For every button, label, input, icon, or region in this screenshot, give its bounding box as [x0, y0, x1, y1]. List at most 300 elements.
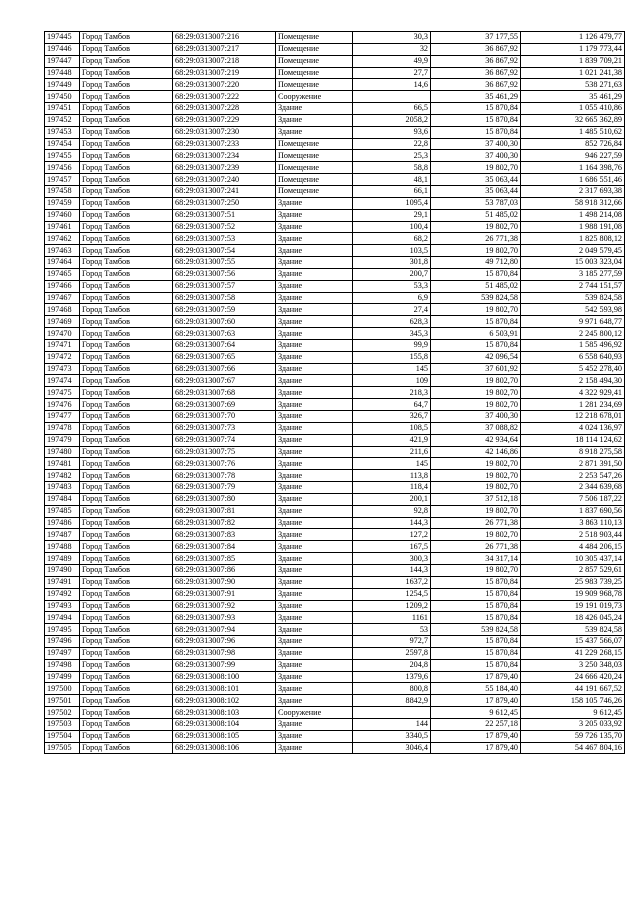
- row-id-cell: 197502: [45, 707, 80, 719]
- area-cell: [353, 91, 431, 103]
- area-cell: 628,3: [353, 316, 431, 328]
- row-id-cell: 197486: [45, 517, 80, 529]
- table-row: [45, 91, 625, 103]
- object-type-cell: Здание: [276, 493, 353, 505]
- object-type-cell: Здание: [276, 257, 353, 269]
- cadastral-value-cell: 946 227,59: [521, 150, 625, 162]
- cadastral-value-cell: 24 666 420,24: [521, 671, 625, 683]
- cadastral-number-cell: 68:29:0313007:51: [173, 209, 276, 221]
- object-type-cell: Здание: [276, 114, 353, 126]
- unit-value-cell: 37 400,30: [431, 138, 521, 150]
- unit-value-cell: 35 063,44: [431, 174, 521, 186]
- table-row: [45, 647, 625, 659]
- cadastral-number-cell: 68:29:0313007:99: [173, 659, 276, 671]
- object-type-cell: Помещение: [276, 67, 353, 79]
- cadastral-value-cell: 25 983 739,25: [521, 576, 625, 588]
- row-id-cell: 197449: [45, 79, 80, 91]
- city-cell: Город Тамбов: [80, 482, 173, 494]
- row-id-cell: 197474: [45, 375, 80, 387]
- object-type-cell: Сооружение: [276, 707, 353, 719]
- city-cell: Город Тамбов: [80, 221, 173, 233]
- unit-value-cell: 42 096,54: [431, 351, 521, 363]
- city-cell: Город Тамбов: [80, 304, 173, 316]
- object-type-cell: Сооружение: [276, 91, 353, 103]
- cadastral-number-cell: 68:29:0313007:76: [173, 458, 276, 470]
- city-cell: Город Тамбов: [80, 588, 173, 600]
- cadastral-number-cell: 68:29:0313008:106: [173, 742, 276, 754]
- object-type-cell: Здание: [276, 363, 353, 375]
- city-cell: Город Тамбов: [80, 257, 173, 269]
- city-cell: Город Тамбов: [80, 174, 173, 186]
- table-row: [45, 304, 625, 316]
- property-cadastral-table: [44, 31, 625, 754]
- area-cell: 200,7: [353, 268, 431, 280]
- object-type-cell: Здание: [276, 233, 353, 245]
- cadastral-number-cell: 68:29:0313007:74: [173, 434, 276, 446]
- object-type-cell: Здание: [276, 351, 353, 363]
- table-row: [45, 636, 625, 648]
- area-cell: 100,4: [353, 221, 431, 233]
- row-id-cell: 197491: [45, 576, 80, 588]
- unit-value-cell: 36 867,92: [431, 55, 521, 67]
- cadastral-number-cell: 68:29:0313007:65: [173, 351, 276, 363]
- cadastral-value-cell: 3 250 348,03: [521, 659, 625, 671]
- unit-value-cell: 539 824,58: [431, 624, 521, 636]
- row-id-cell: 197488: [45, 541, 80, 553]
- city-cell: Город Тамбов: [80, 32, 173, 44]
- table-row: [45, 185, 625, 197]
- row-id-cell: 197485: [45, 505, 80, 517]
- cadastral-value-cell: 1 498 214,08: [521, 209, 625, 221]
- area-cell: 68,2: [353, 233, 431, 245]
- table-row: [45, 576, 625, 588]
- unit-value-cell: 19 802,70: [431, 505, 521, 517]
- object-type-cell: Здание: [276, 221, 353, 233]
- row-id-cell: 197490: [45, 564, 80, 576]
- table-row: [45, 434, 625, 446]
- city-cell: Город Тамбов: [80, 659, 173, 671]
- unit-value-cell: 17 879,40: [431, 671, 521, 683]
- table-row: [45, 126, 625, 138]
- area-cell: 800,8: [353, 683, 431, 695]
- cadastral-number-cell: 68:29:0313007:63: [173, 328, 276, 340]
- cadastral-number-cell: 68:29:0313007:98: [173, 647, 276, 659]
- area-cell: 1095,4: [353, 197, 431, 209]
- row-id-cell: 197505: [45, 742, 80, 754]
- city-cell: Город Тамбов: [80, 671, 173, 683]
- area-cell: 144: [353, 718, 431, 730]
- object-type-cell: Здание: [276, 636, 353, 648]
- cadastral-number-cell: 68:29:0313007:239: [173, 162, 276, 174]
- area-cell: 64,7: [353, 399, 431, 411]
- area-cell: 8842,9: [353, 695, 431, 707]
- city-cell: Город Тамбов: [80, 434, 173, 446]
- unit-value-cell: 15 870,84: [431, 268, 521, 280]
- cadastral-value-cell: 2 344 639,68: [521, 482, 625, 494]
- object-type-cell: Здание: [276, 482, 353, 494]
- object-type-cell: Помещение: [276, 185, 353, 197]
- unit-value-cell: 35 461,29: [431, 91, 521, 103]
- object-type-cell: Здание: [276, 730, 353, 742]
- object-type-cell: Помещение: [276, 138, 353, 150]
- cadastral-number-cell: 68:29:0313007:60: [173, 316, 276, 328]
- row-id-cell: 197489: [45, 553, 80, 565]
- unit-value-cell: 42 146,86: [431, 446, 521, 458]
- table-row: [45, 103, 625, 115]
- city-cell: Город Тамбов: [80, 600, 173, 612]
- cadastral-value-cell: 1 164 398,76: [521, 162, 625, 174]
- table-row: [45, 292, 625, 304]
- cadastral-value-cell: 3 185 277,59: [521, 268, 625, 280]
- city-cell: Город Тамбов: [80, 695, 173, 707]
- area-cell: 48,1: [353, 174, 431, 186]
- cadastral-number-cell: 68:29:0313007:66: [173, 363, 276, 375]
- row-id-cell: 197453: [45, 126, 80, 138]
- unit-value-cell: 42 934,64: [431, 434, 521, 446]
- unit-value-cell: 17 879,40: [431, 730, 521, 742]
- cadastral-number-cell: 68:29:0313007:56: [173, 268, 276, 280]
- row-id-cell: 197447: [45, 55, 80, 67]
- cadastral-value-cell: 3 205 033,92: [521, 718, 625, 730]
- row-id-cell: 197476: [45, 399, 80, 411]
- cadastral-value-cell: 15 437 566,07: [521, 636, 625, 648]
- city-cell: Город Тамбов: [80, 91, 173, 103]
- area-cell: 30,3: [353, 32, 431, 44]
- object-type-cell: Здание: [276, 434, 353, 446]
- table-row: [45, 138, 625, 150]
- table-row: [45, 742, 625, 754]
- row-id-cell: 197451: [45, 103, 80, 115]
- table-row: [45, 67, 625, 79]
- row-id-cell: 197470: [45, 328, 80, 340]
- cadastral-number-cell: 68:29:0313007:222: [173, 91, 276, 103]
- city-cell: Город Тамбов: [80, 375, 173, 387]
- area-cell: 144,3: [353, 564, 431, 576]
- object-type-cell: Здание: [276, 742, 353, 754]
- table-row: [45, 718, 625, 730]
- city-cell: Город Тамбов: [80, 564, 173, 576]
- area-cell: 300,3: [353, 553, 431, 565]
- object-type-cell: Здание: [276, 588, 353, 600]
- row-id-cell: 197446: [45, 43, 80, 55]
- table-row: [45, 162, 625, 174]
- area-cell: 14,6: [353, 79, 431, 91]
- area-cell: 25,3: [353, 150, 431, 162]
- table-row: [45, 174, 625, 186]
- cadastral-number-cell: 68:29:0313007:67: [173, 375, 276, 387]
- table-row: [45, 209, 625, 221]
- area-cell: 200,1: [353, 493, 431, 505]
- unit-value-cell: 26 771,38: [431, 541, 521, 553]
- object-type-cell: Помещение: [276, 150, 353, 162]
- cadastral-number-cell: 68:29:0313007:96: [173, 636, 276, 648]
- area-cell: 218,3: [353, 387, 431, 399]
- row-id-cell: 197448: [45, 67, 80, 79]
- city-cell: Город Тамбов: [80, 316, 173, 328]
- row-id-cell: 197460: [45, 209, 80, 221]
- cadastral-value-cell: 1 126 479,77: [521, 32, 625, 44]
- unit-value-cell: 37 177,55: [431, 32, 521, 44]
- table-row: [45, 707, 625, 719]
- area-cell: 99,9: [353, 339, 431, 351]
- cadastral-number-cell: 68:29:0313007:53: [173, 233, 276, 245]
- cadastral-number-cell: 68:29:0313007:240: [173, 174, 276, 186]
- cadastral-number-cell: 68:29:0313007:92: [173, 600, 276, 612]
- city-cell: Город Тамбов: [80, 328, 173, 340]
- cadastral-number-cell: 68:29:0313008:102: [173, 695, 276, 707]
- cadastral-number-cell: 68:29:0313007:218: [173, 55, 276, 67]
- object-type-cell: Здание: [276, 647, 353, 659]
- object-type-cell: Здание: [276, 304, 353, 316]
- cadastral-number-cell: 68:29:0313007:78: [173, 470, 276, 482]
- unit-value-cell: 17 879,40: [431, 695, 521, 707]
- table-row: [45, 268, 625, 280]
- object-type-cell: Помещение: [276, 43, 353, 55]
- object-type-cell: Здание: [276, 209, 353, 221]
- row-id-cell: 197462: [45, 233, 80, 245]
- object-type-cell: Здание: [276, 387, 353, 399]
- area-cell: 6,9: [353, 292, 431, 304]
- row-id-cell: 197455: [45, 150, 80, 162]
- unit-value-cell: 15 870,84: [431, 600, 521, 612]
- area-cell: 22,8: [353, 138, 431, 150]
- area-cell: 49,9: [353, 55, 431, 67]
- city-cell: Город Тамбов: [80, 233, 173, 245]
- object-type-cell: Здание: [276, 612, 353, 624]
- cadastral-value-cell: 1 825 808,12: [521, 233, 625, 245]
- row-id-cell: 197482: [45, 470, 80, 482]
- row-id-cell: 197483: [45, 482, 80, 494]
- city-cell: Город Тамбов: [80, 636, 173, 648]
- row-id-cell: 197461: [45, 221, 80, 233]
- cadastral-value-cell: 4 024 136,97: [521, 422, 625, 434]
- area-cell: 103,5: [353, 245, 431, 257]
- unit-value-cell: 22 257,18: [431, 718, 521, 730]
- cadastral-value-cell: 1 686 551,46: [521, 174, 625, 186]
- object-type-cell: Здание: [276, 624, 353, 636]
- table-row: [45, 458, 625, 470]
- city-cell: Город Тамбов: [80, 707, 173, 719]
- city-cell: Город Тамбов: [80, 103, 173, 115]
- table-row: [45, 328, 625, 340]
- object-type-cell: Здание: [276, 695, 353, 707]
- cadastral-value-cell: 18 114 124,62: [521, 434, 625, 446]
- city-cell: Город Тамбов: [80, 541, 173, 553]
- table-row: [45, 671, 625, 683]
- unit-value-cell: 19 802,70: [431, 375, 521, 387]
- city-cell: Город Тамбов: [80, 150, 173, 162]
- row-id-cell: 197487: [45, 529, 80, 541]
- area-cell: 27,7: [353, 67, 431, 79]
- cadastral-number-cell: 68:29:0313007:93: [173, 612, 276, 624]
- cadastral-number-cell: 68:29:0313007:54: [173, 245, 276, 257]
- cadastral-value-cell: 1 585 496,92: [521, 339, 625, 351]
- cadastral-value-cell: 19 909 968,78: [521, 588, 625, 600]
- cadastral-number-cell: 68:29:0313007:220: [173, 79, 276, 91]
- table-body: [45, 32, 625, 754]
- object-type-cell: Здание: [276, 458, 353, 470]
- city-cell: Город Тамбов: [80, 553, 173, 565]
- cadastral-number-cell: 68:29:0313007:241: [173, 185, 276, 197]
- table-row: [45, 375, 625, 387]
- unit-value-cell: 15 870,84: [431, 339, 521, 351]
- cadastral-value-cell: 539 824,58: [521, 292, 625, 304]
- table-row: [45, 245, 625, 257]
- city-cell: Город Тамбов: [80, 576, 173, 588]
- table-row: [45, 233, 625, 245]
- cadastral-number-cell: 68:29:0313007:83: [173, 529, 276, 541]
- object-type-cell: Здание: [276, 600, 353, 612]
- row-id-cell: 197452: [45, 114, 80, 126]
- area-cell: 127,2: [353, 529, 431, 541]
- unit-value-cell: 19 802,70: [431, 162, 521, 174]
- area-cell: 1209,2: [353, 600, 431, 612]
- object-type-cell: Помещение: [276, 162, 353, 174]
- row-id-cell: 197457: [45, 174, 80, 186]
- unit-value-cell: 26 771,38: [431, 233, 521, 245]
- cadastral-number-cell: 68:29:0313007:59: [173, 304, 276, 316]
- table-row: [45, 79, 625, 91]
- row-id-cell: 197466: [45, 280, 80, 292]
- row-id-cell: 197501: [45, 695, 80, 707]
- cadastral-number-cell: 68:29:0313007:85: [173, 553, 276, 565]
- area-cell: 211,6: [353, 446, 431, 458]
- table-row: [45, 221, 625, 233]
- cadastral-value-cell: 9 612,45: [521, 707, 625, 719]
- area-cell: 29,1: [353, 209, 431, 221]
- cadastral-number-cell: 68:29:0313007:70: [173, 411, 276, 423]
- cadastral-value-cell: 54 467 804,16: [521, 742, 625, 754]
- object-type-cell: Помещение: [276, 55, 353, 67]
- city-cell: Город Тамбов: [80, 718, 173, 730]
- city-cell: Город Тамбов: [80, 55, 173, 67]
- object-type-cell: Здание: [276, 292, 353, 304]
- row-id-cell: 197469: [45, 316, 80, 328]
- city-cell: Город Тамбов: [80, 138, 173, 150]
- unit-value-cell: 37 601,92: [431, 363, 521, 375]
- area-cell: 345,3: [353, 328, 431, 340]
- area-cell: 66,1: [353, 185, 431, 197]
- cadastral-number-cell: 68:29:0313007:52: [173, 221, 276, 233]
- object-type-cell: Здание: [276, 470, 353, 482]
- unit-value-cell: 36 867,92: [431, 67, 521, 79]
- area-cell: 2597,8: [353, 647, 431, 659]
- row-id-cell: 197445: [45, 32, 80, 44]
- unit-value-cell: 15 870,84: [431, 316, 521, 328]
- cadastral-value-cell: 2 253 547,26: [521, 470, 625, 482]
- cadastral-value-cell: 1 179 773,44: [521, 43, 625, 55]
- area-cell: 167,5: [353, 541, 431, 553]
- unit-value-cell: 37 400,30: [431, 411, 521, 423]
- area-cell: 1637,2: [353, 576, 431, 588]
- area-cell: 66,5: [353, 103, 431, 115]
- city-cell: Город Тамбов: [80, 411, 173, 423]
- object-type-cell: Помещение: [276, 174, 353, 186]
- cadastral-value-cell: 2 744 151,57: [521, 280, 625, 292]
- object-type-cell: Здание: [276, 576, 353, 588]
- cadastral-value-cell: 59 726 135,70: [521, 730, 625, 742]
- object-type-cell: Здание: [276, 339, 353, 351]
- cadastral-value-cell: 4 322 929,41: [521, 387, 625, 399]
- object-type-cell: Здание: [276, 564, 353, 576]
- cadastral-number-cell: 68:29:0313007:217: [173, 43, 276, 55]
- city-cell: Город Тамбов: [80, 647, 173, 659]
- cadastral-value-cell: 8 918 275,58: [521, 446, 625, 458]
- cadastral-number-cell: 68:29:0313007:55: [173, 257, 276, 269]
- cadastral-number-cell: 68:29:0313007:69: [173, 399, 276, 411]
- table-row: [45, 32, 625, 44]
- cadastral-number-cell: 68:29:0313007:90: [173, 576, 276, 588]
- row-id-cell: 197468: [45, 304, 80, 316]
- table-row: [45, 197, 625, 209]
- cadastral-value-cell: 32 665 362,89: [521, 114, 625, 126]
- object-type-cell: Здание: [276, 529, 353, 541]
- city-cell: Город Тамбов: [80, 505, 173, 517]
- unit-value-cell: 15 870,84: [431, 103, 521, 115]
- cadastral-value-cell: 538 271,63: [521, 79, 625, 91]
- cadastral-value-cell: 1 281 234,69: [521, 399, 625, 411]
- unit-value-cell: 53 787,03: [431, 197, 521, 209]
- area-cell: 113,8: [353, 470, 431, 482]
- city-cell: Город Тамбов: [80, 280, 173, 292]
- object-type-cell: Помещение: [276, 79, 353, 91]
- city-cell: Город Тамбов: [80, 730, 173, 742]
- unit-value-cell: 19 802,70: [431, 529, 521, 541]
- cadastral-number-cell: 68:29:0313007:57: [173, 280, 276, 292]
- city-cell: Город Тамбов: [80, 67, 173, 79]
- unit-value-cell: 15 870,84: [431, 114, 521, 126]
- cadastral-number-cell: 68:29:0313007:229: [173, 114, 276, 126]
- unit-value-cell: 55 184,40: [431, 683, 521, 695]
- object-type-cell: Здание: [276, 505, 353, 517]
- row-id-cell: 197504: [45, 730, 80, 742]
- city-cell: Город Тамбов: [80, 470, 173, 482]
- row-id-cell: 197484: [45, 493, 80, 505]
- cadastral-number-cell: 68:29:0313007:94: [173, 624, 276, 636]
- area-cell: 58,8: [353, 162, 431, 174]
- area-cell: 27,4: [353, 304, 431, 316]
- object-type-cell: Здание: [276, 328, 353, 340]
- table-row: [45, 493, 625, 505]
- cadastral-value-cell: 1 839 709,21: [521, 55, 625, 67]
- table-row: [45, 612, 625, 624]
- area-cell: 32: [353, 43, 431, 55]
- area-cell: 1254,5: [353, 588, 431, 600]
- area-cell: 2058,2: [353, 114, 431, 126]
- cadastral-value-cell: 4 484 206,15: [521, 541, 625, 553]
- table-row: [45, 482, 625, 494]
- object-type-cell: Здание: [276, 446, 353, 458]
- table-row: [45, 505, 625, 517]
- city-cell: Город Тамбов: [80, 399, 173, 411]
- area-cell: 1161: [353, 612, 431, 624]
- row-id-cell: 197459: [45, 197, 80, 209]
- cadastral-number-cell: 68:29:0313007:58: [173, 292, 276, 304]
- unit-value-cell: 36 867,92: [431, 43, 521, 55]
- city-cell: Город Тамбов: [80, 162, 173, 174]
- area-cell: 204,8: [353, 659, 431, 671]
- object-type-cell: Здание: [276, 375, 353, 387]
- object-type-cell: Здание: [276, 126, 353, 138]
- city-cell: Город Тамбов: [80, 446, 173, 458]
- cadastral-value-cell: 852 726,84: [521, 138, 625, 150]
- object-type-cell: Здание: [276, 280, 353, 292]
- cadastral-value-cell: 18 426 045,24: [521, 612, 625, 624]
- row-id-cell: 197458: [45, 185, 80, 197]
- unit-value-cell: 9 612,45: [431, 707, 521, 719]
- area-cell: 118,4: [353, 482, 431, 494]
- unit-value-cell: 26 771,38: [431, 517, 521, 529]
